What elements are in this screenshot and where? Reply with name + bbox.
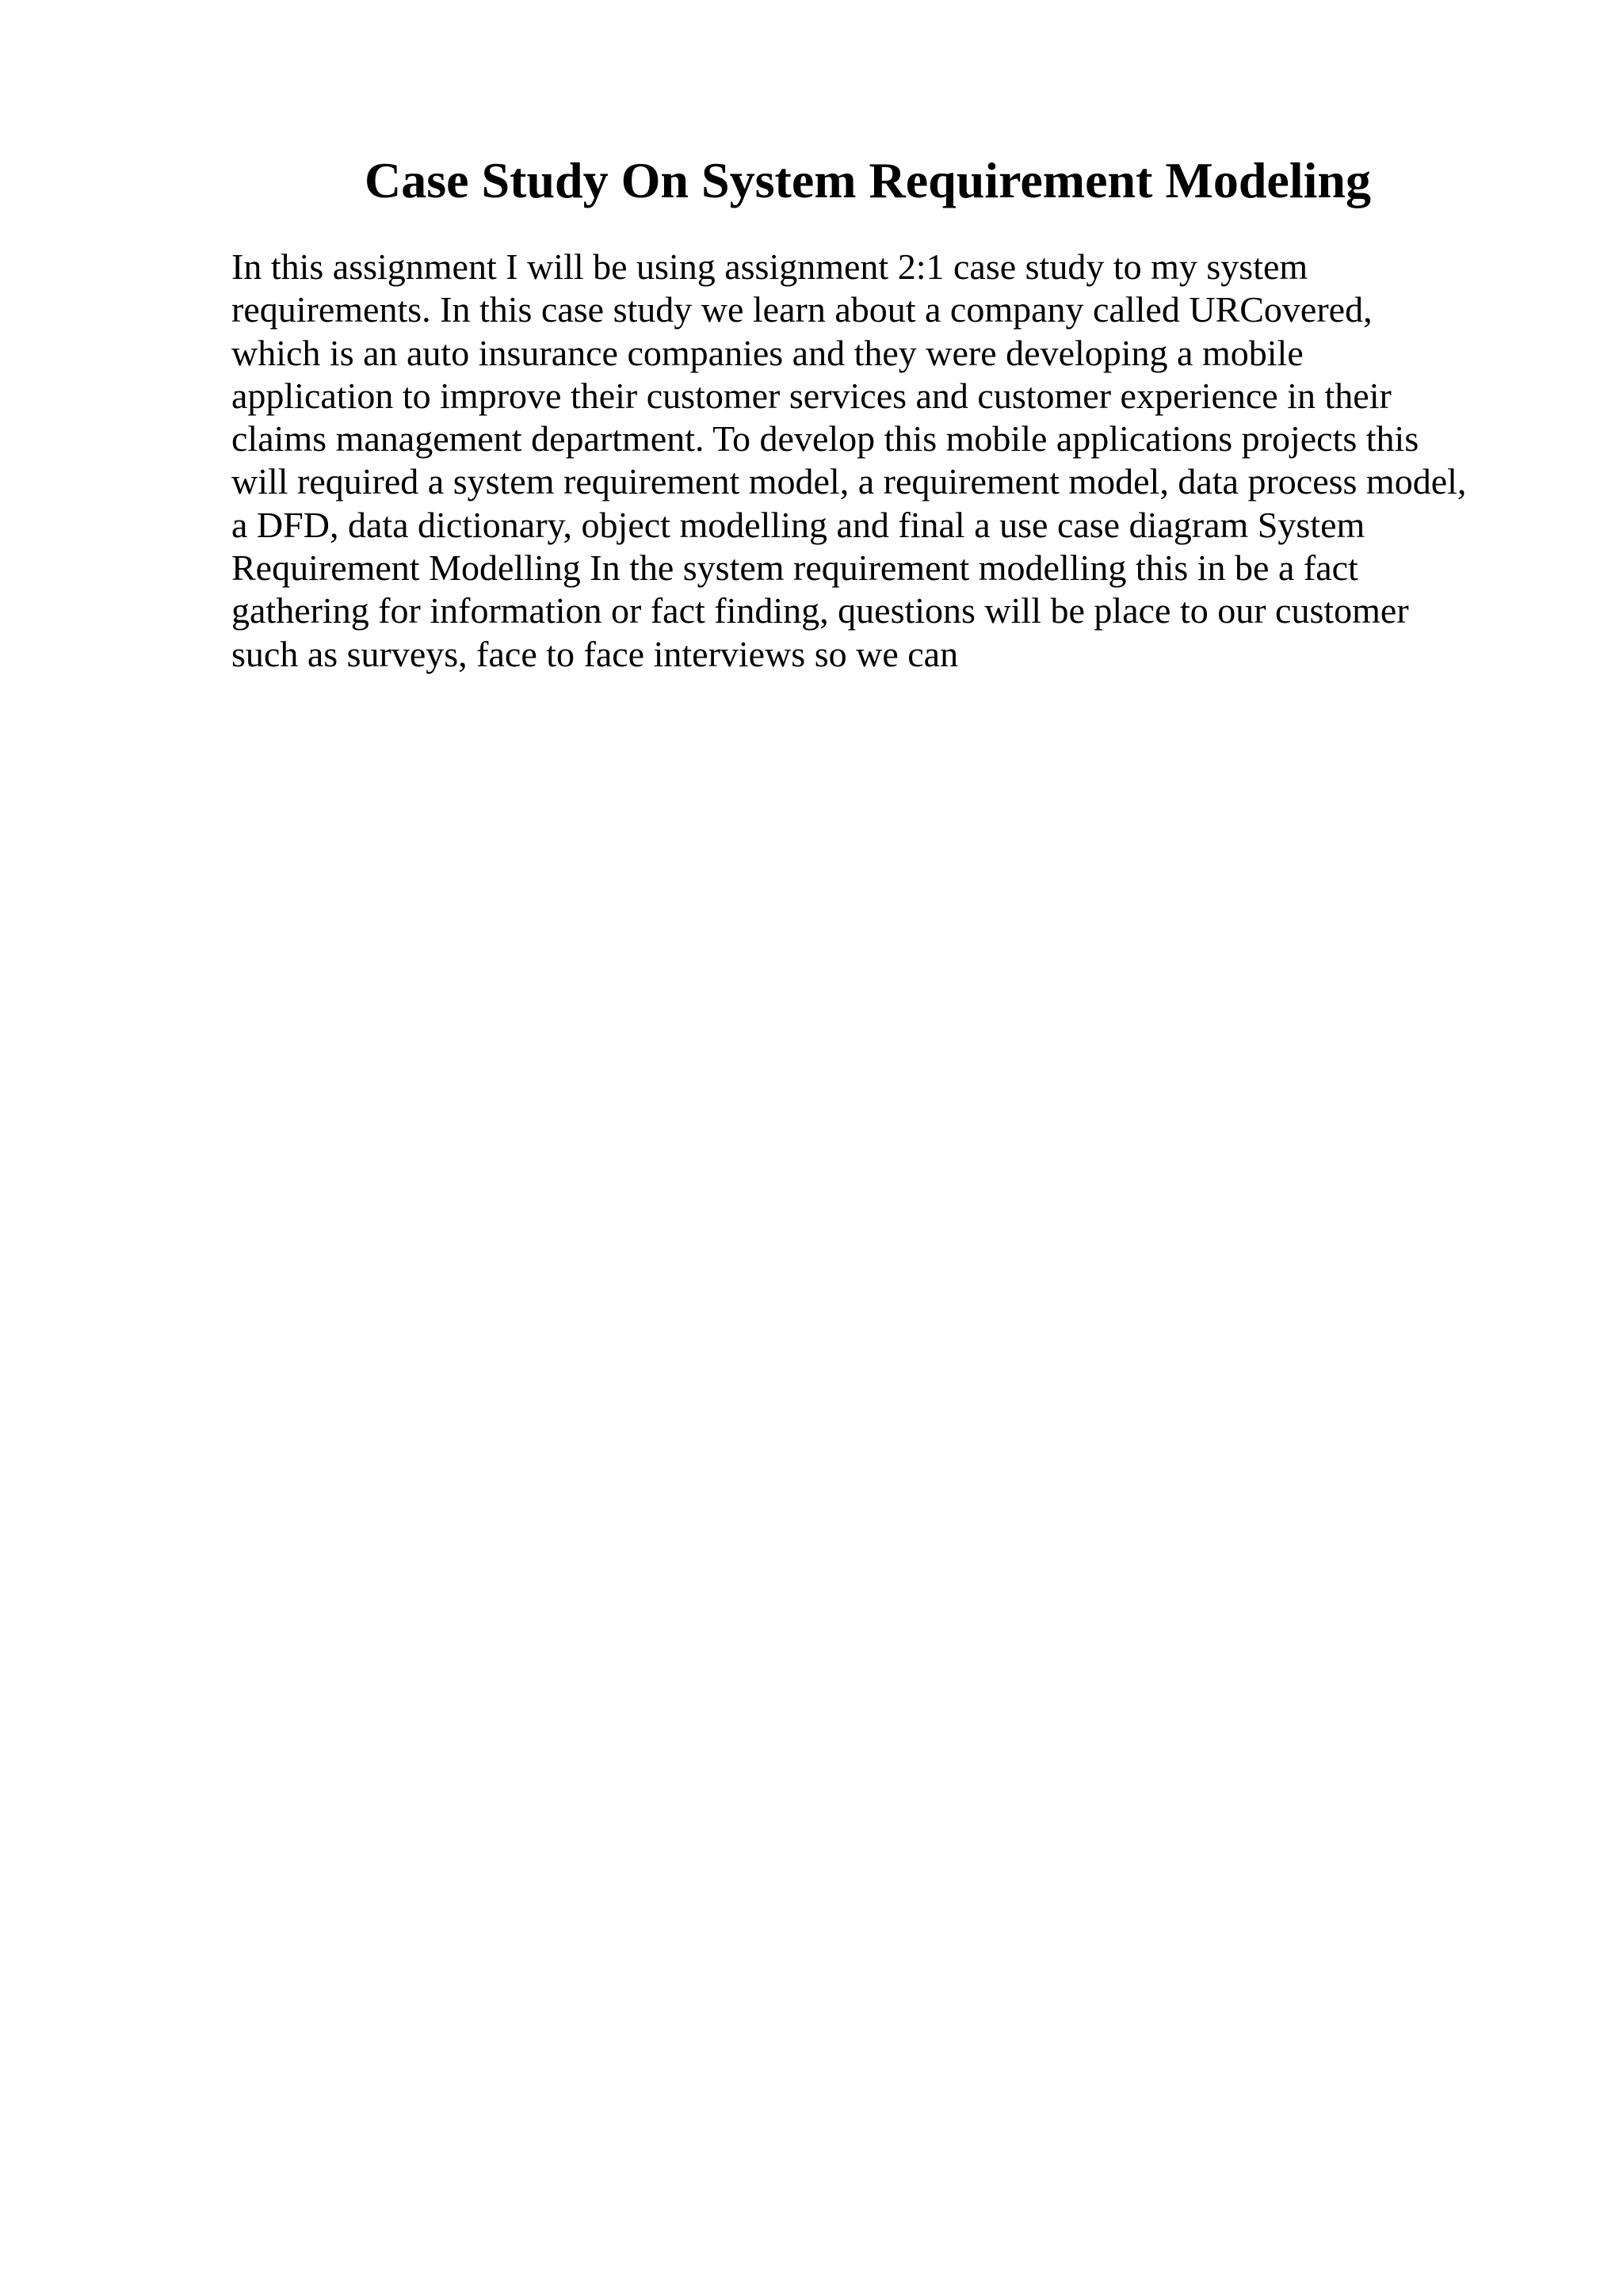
body-line: claims management department. To develop this mobile applications projects this: [231, 418, 1419, 460]
body-paragraph: [231, 246, 1515, 676]
body-line: requirements. In this case study we learn about a company called URCovered,: [231, 289, 1373, 330]
body-line: such as surveys, face to face interviews so we can: [231, 633, 959, 674]
body-line: Requirement Modelling In the system requirement modelling this in be a fact: [231, 547, 1358, 589]
body-line: which is an auto insurance companies and they were developing a mobile: [231, 332, 1304, 373]
document-title: Case Study On System Requirement Modeling: [365, 152, 1371, 208]
body-line: gathering for information or fact finding, questions will be place to our customer: [231, 590, 1409, 631]
body-line: a DFD, data dictionary, object modelling and final a use case diagram System: [231, 504, 1365, 545]
body-line: application to improve their customer services and customer experience in their: [231, 375, 1392, 416]
body-line: will required a system requirement model, a requirement model, data process model,: [231, 461, 1467, 502]
body-line: In this assignment I will be using assignment 2:1 case study to my system: [231, 246, 1308, 287]
